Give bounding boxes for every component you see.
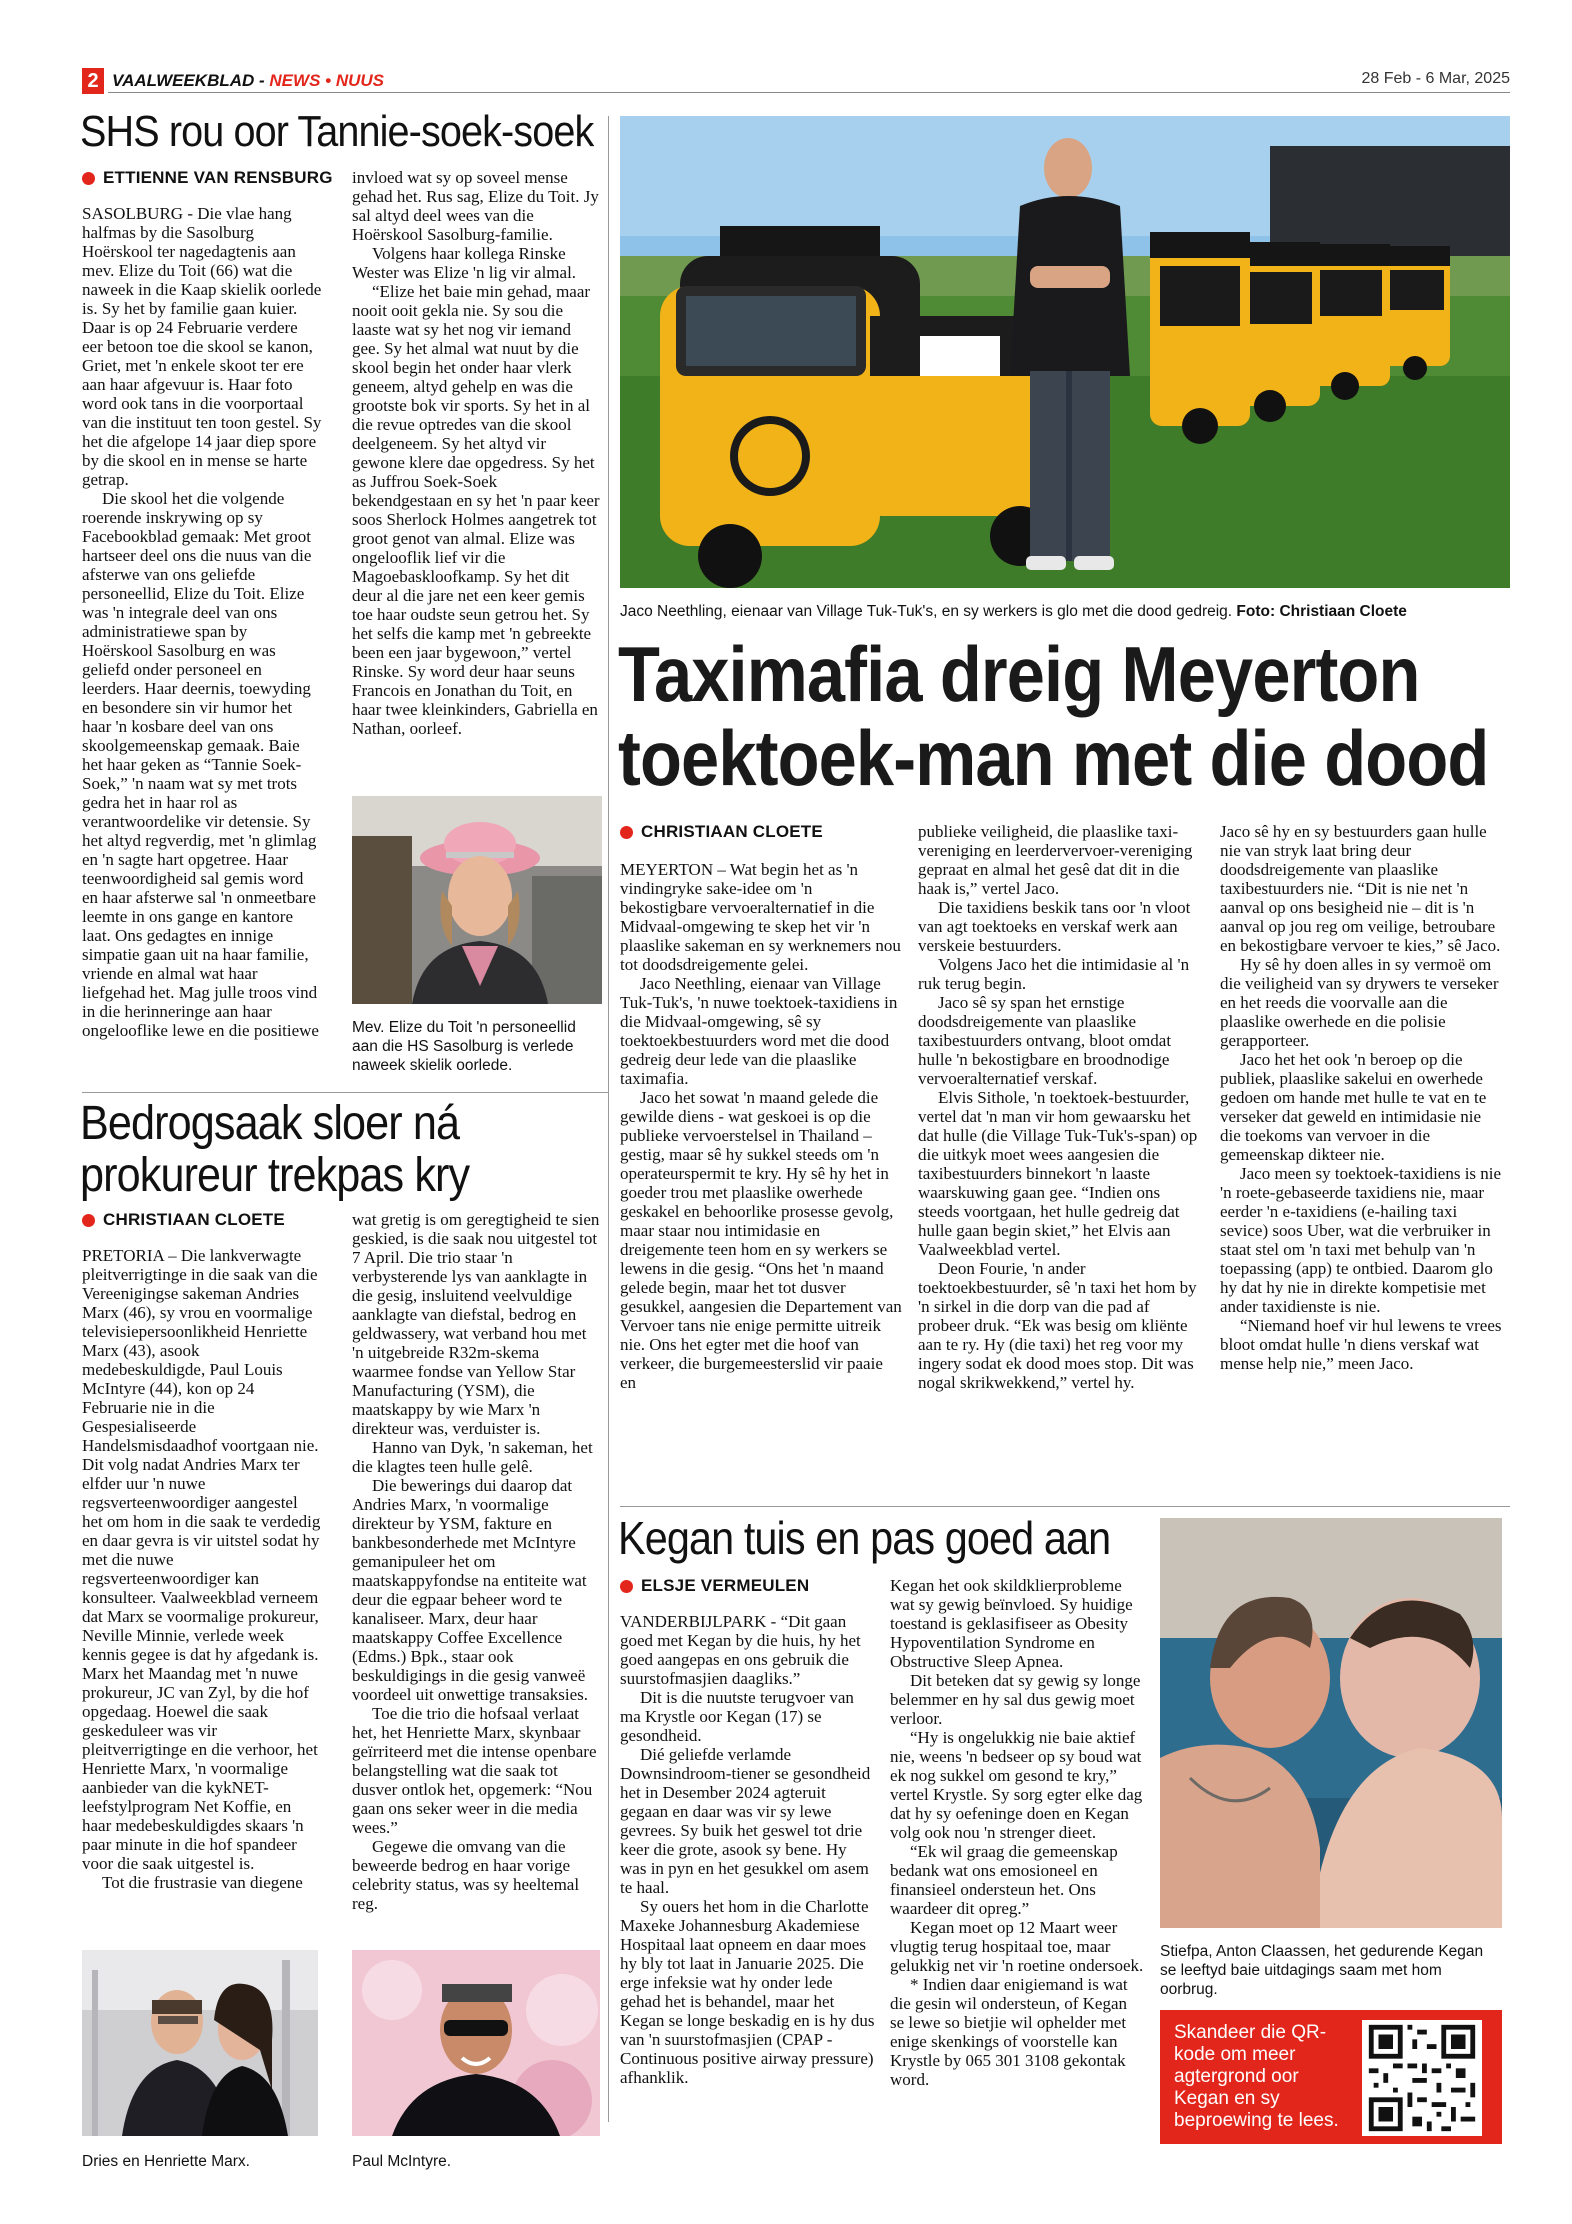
byline-name: CHRISTIAAN CLOETE [641, 822, 823, 841]
paragraph: Jaco het het ook 'n beroep op die publiek, plaaslike sakelui en owerhede gedoen om hande met hulle te vat en te verseker dat geweld en intimidasie nie die toekoms van vervoer in die gemeenskap dikteer nie. [1220, 1050, 1487, 1164]
byline-dot-icon [620, 826, 633, 839]
paragraph: Jaco Neethling, eienaar van Village Tuk-Tuk's, 'n nuwe toektoek-taxidiens in die Midvaal-omgewing, sê sy toektoekbestuurders word met die dood gedreig deur lede van die plaaslike taximafia. [620, 974, 898, 1088]
elize-photo-caption: Mev. Elize du Toit 'n personeellid aan die HS Sasolburg is verlede naweek skielik oorlede. [352, 1019, 576, 1074]
tuktuk-photo-caption [620, 602, 1510, 621]
masthead-separator: - [254, 71, 270, 90]
header-rule [108, 92, 1510, 93]
paragraph: * Indien daar enigiemand is wat die gesin wil ondersteun, of Kegan se lewe so bietjie wil ophelder met enige skenkings of voorstelle kan Krystle by 065 301 3108 gekontak word. [890, 1975, 1128, 2089]
byline-dot-icon [82, 172, 95, 185]
paragraph: Dié geliefde verlamde Downsindroom-tiener se gesondheid het in Desember 2024 agteruit gegaan en daar was vir sy lewe gevrees. Sy buik het geswel tot drie keer die grote, asook sy bene. Hy was in pyn en het gesukkel om asem te haal. [620, 1745, 871, 1897]
shs-column-1 [82, 204, 322, 1040]
column-divider [608, 116, 609, 2122]
fraud-headline-line-1: Bedrogsaak sloer ná [80, 1097, 460, 1150]
qr-promo-text: Skandeer die QR-kode om meer agtergrond oor Kegan en sy beproewing te lees. [1174, 2022, 1339, 2131]
elize-du-toit-photo [352, 796, 602, 1004]
paragraph: “Niemand hoef vir hul lewens te vrees bloot omdat hulle 'n diens verskaf wat mense help nie,” meen Jaco. [1220, 1316, 1502, 1373]
shs-byline [82, 168, 333, 188]
section-nuus: NUUS [335, 71, 384, 90]
kegan-column-2 [890, 1576, 1144, 2089]
photo-credit: Foto: Christiaan Cloete [1236, 603, 1407, 620]
kegan-byline [620, 1576, 809, 1596]
paragraph: invloed wat sy op soveel mense gehad het. Rus sag, Elize du Toit. Jy sal altyd deel wees van die Hoërskool Sasolburg-familie. [352, 168, 599, 244]
paragraph: Toe die trio die hofsaal verlaat het, het Henriette Marx, skynbaar geïrriteerd met die intense openbare belangstelling wat die saak tot dusver ontlok het, opgemerk: “Nou gaan ons seker weer in die media wees.” [352, 1704, 597, 1837]
paragraph: Hanno van Dyk, 'n sakeman, het die klagtes teen hulle gelê. [352, 1438, 593, 1476]
paragraph: Gegewe die omvang van die beweerde bedrog en haar vorige celebrity status, was sy heeltemal reg. [352, 1837, 580, 1913]
byline-dot-icon [82, 1214, 95, 1227]
paragraph: Tot die frustrasie van diegene [102, 1873, 303, 1892]
taxi-column-2 [918, 822, 1200, 1392]
qr-code-icon[interactable] [1362, 2020, 1482, 2136]
paragraph: Sy ouers het hom in die Charlotte Maxeke Johannesburg Akademiese Hospitaal laat opneem en daar moes hy bly tot laat in Januarie 2025. Die erge infeksie wat hy onder lede gehad het is behandel, maar het Kegan se longe beskadig en is hy dus van 'n suurstofmasjien (CPAP - Continuous positive airway pressure) afhanklik. [620, 1897, 875, 2087]
kegan-headline: Kegan tuis en pas goed aan [618, 1512, 1111, 1564]
byline-name: ELSJE VERMEULEN [641, 1576, 810, 1595]
page-number: 2 [82, 68, 104, 94]
section-divider [620, 1506, 1510, 1507]
shs-headline: SHS rou oor Tannie-soek-soek [80, 107, 594, 156]
publication-name: VAALWEEKBLAD [112, 71, 255, 90]
qr-promo-box[interactable] [1160, 2010, 1502, 2144]
paragraph: Kegan het ook skildklierprobleme wat sy gewig beïnvloed. Sy huidige toestand is geklasifiseer as Obesity Hypoventilation Syndrome en Obstructive Sleep Apnea. [890, 1576, 1133, 1671]
byline-name: ETTIENNE VAN RENSBURG [103, 168, 333, 187]
couple-image [82, 1950, 318, 2136]
paragraph: Jaco sê hy en sy bestuurders gaan hulle nie van stryk laat bring deur doodsdreigemente van plaaslike taxibestuurders nie. “Dit is nie net 'n aanval op ons besigheid nie – dit is 'n aanval op jou reg om veilige, betroubare en bekostigbare vervoer te kies,” sê Jaco. [1220, 822, 1501, 955]
fraud-headline-line-2: prokureur trekpas kry [80, 1149, 470, 1202]
kegan-column-1 [620, 1612, 876, 2087]
paragraph: MEYERTON – Wat begin het as 'n vindingryke sake-idee om 'n bekostigbare vervoeralternatief in die Midvaal-omgewing te skep het vir 'n plaaslike sakeman en sy werknemers nou tot doodsdreigemente gelei. [620, 860, 901, 974]
paragraph: Volgens Jaco het die intimidasie al 'n ruk terug begin. [918, 955, 1190, 993]
portrait-image [352, 796, 602, 1004]
paragraph: “Hy is ongelukkig nie baie aktief nie, weens 'n bedseer op sy boud wat ek nog sukkel om gesond te kry,” vertel Krystle. Sy sorg egter elke dag dat hy sy oefeninge doen en Kegan volg ook nou 'n strenger dieet. [890, 1728, 1143, 1842]
marx-couple-photo [82, 1950, 318, 2136]
portrait-image [352, 1950, 600, 2136]
fraud-byline [82, 1210, 285, 1230]
paragraph: “Ek wil graag die gemeenskap bedank wat ons emosioneel en finansieel ondersteun het. Ons waardeer dit opreg.” [890, 1842, 1118, 1918]
byline-dot-icon [620, 1580, 633, 1593]
paragraph: Deon Fourie, 'n ander toektoekbestuurder, sê 'n taxi het hom by 'n sirkel in die dorp van die pad af probeer druk. “Ek was besig om kliënte aan te ry. Hy (die taxi) het reg voor my ingery sodat ek dood moes stop. Dit was nogal skrikwekkend,” vertel hy. [918, 1259, 1197, 1392]
fraud-headline [80, 1098, 469, 1202]
tuktuk-photo [620, 116, 1510, 588]
paragraph: Jaco sê sy span het ernstige doodsdreigemente van plaaslike taxibestuurders ontvang, bloot omdat hulle 'n bekostigbare en broodnodige vervoeralternatief verskaf. [918, 993, 1172, 1088]
paragraph: Jaco het sowat 'n maand gelede die gewilde diens - wat geskoei is op die publieke vervoerstelsel in Thailand – gestig, maar sê hy sukkel steeds om 'n operateurspermit te kry. Hy sê hy het in goeder trou met plaaslike owerhede geskakel en behoorlike prosesse gevolg, maar staar nou intimidasie en dreigemente teen hom en sy werkers se lewens in die gesig. “Ons het 'n maand gelede begin, maar het tot dusver gesukkel, aangesien die Departement van Vervoer tans nie enige permitte uitreik nie. Ons het egter met die hoof van verkeer, die burgemeesterslid vir paaie en [620, 1088, 902, 1392]
paragraph: Die bewerings dui daarop dat Andries Marx, 'n voormalige direkteur by YSM, fakture en bankbesonderhede met McIntyre gemanipuleer het om maatskappyfondse na entiteite wat deur die egpaar beheer word te kanaliseer. Marx, deur haar maatskappy Coffee Excellence (Edms.) Bpk., staar ook beskuldigings in die gesig vanweë voordeel uit onwettige transaksies. [352, 1476, 589, 1704]
paragraph: SASOLBURG - Die vlae hang halfmas by die Sasolburg Hoërskool ter nagedagtenis aan mev. Elize du Toit (66) wat die naweek in die Kaap skielik oorlede is. Sy het by familie gaan kuier. Daar is op 24 Februarie verdere eer betoon toe die skool se kanon, Griet, met 'n enkele skoot ter ere aan haar afgevuur is. Haar foto word ook tans in die voorportaal van die instituut ten toon gestel. Sy het die afgelope 14 jaar diep spore by die skool en in mense se harte getrap. [82, 204, 322, 489]
page-header [82, 66, 1510, 96]
mcintyre-photo-caption: Paul McIntyre. [352, 2153, 452, 2170]
byline-name: CHRISTIAAN CLOETE [103, 1210, 285, 1229]
paragraph: VANDERBIJLPARK - “Dit gaan goed met Kegan by die huis, hy het goed aangepas en ons gebruik die suurstofmasjien daagliks.” [620, 1612, 861, 1688]
kegan-stepfather-image [1160, 1518, 1502, 1928]
kegan-photo [1160, 1518, 1502, 1928]
paragraph: wat gretig is om geregtigheid te sien geskied, is die saak nou uitgestel tot 7 April. Die trio staar 'n verbysterende lys van aanklagte in die gesig, insluitend veelvuldige aanklagte van diefstal, bedrog en geldwassery, wat verband hou met 'n uitgebreide R32m-skema waarmee fondse van Yellow Star Manufacturing (YSM), die maatskappy by wie Marx 'n direkteur was, verduister is. [352, 1210, 600, 1438]
section-divider [82, 1092, 608, 1093]
section-news: NEWS [269, 71, 321, 90]
paragraph: PRETORIA – Die lankverwagte pleitverrigtinge in die saak van die Vereenigingse sakeman Andries Marx (46), sy vrou en voormalige televisiepersoonlikheid Henriette Marx (43), asook medebeskuldigde, Paul Louis McIntyre (44), kon op 24 Februarie nie in die Gespesialiseerde Handelsmisdaadhof voortgaan nie. Dit volg nadat Andries Marx ter elfder uur 'n nuwe regsverteenwoordiger aangestel het om hom in die saak te verdedig en daar gevra is vir uitstel sodat hy met die nuwe regsverteenwoordiger kan konsulteer. Vaalweekblad verneem dat Marx se voormalige prokureur, Neville Minnie, verlede week kennis gegee is dat hy afgedank is. Marx het Maandag met 'n nuwe prokureur, JC van Zyl, by die hof opgedaag. Hoewel die saak geskeduleer was vir pleitverrigtinge en die verhoor, het Henriette Marx, 'n voormalige aanbieder van die kykNET-leefstylprogram Net Koffie, en haar medebeskuldigdes skaars 'n paar minute in die hof spandeer voor die saak uitgestel is. [82, 1246, 321, 1873]
masthead [112, 69, 384, 93]
fraud-column-1 [82, 1246, 322, 1892]
tuktuk-fleet-image [620, 116, 1510, 588]
qr-code-graphic [1362, 2020, 1482, 2136]
issue-date: 28 Feb - 6 Mar, 2025 [1361, 70, 1510, 87]
paragraph: “Elize het baie min gehad, maar nooit ooit gekla nie. Sy sou die laaste wat sy het nog vir iemand gee. Sy het almal wat nuut by die skool begin het onder haar vlerk geneem, altyd gehelp en was die grootste bok vir sports. Sy het in al die revue optredes van die skool deelgeneem. Sy het altyd vir gewone klere dae opgedress. Sy het as Juffrou Soek-Soek bekendgestaan en sy het 'n paar keer soos Sherlock Holmes aangetrek tot groot genot van almal. Elize was ongelooflik lief vir die Magoebaskloofkamp. Sy het dit deur al die jare net een keer gemis toe haar oudste seun getrou het. Sy het selfs die kamp met 'n gebreekte been een jaar bygewoon,” vertel Rinske. Sy word deur haar seuns Francois en Jonathan du Toit, en haar twee kleinkinders, Gabriella en Nathan, oorleef. [352, 282, 600, 738]
paragraph: Kegan moet op 12 Maart weer vlugtig terug hospitaal toe, maar gelukkig net vir 'n roetine ondersoek. [890, 1918, 1144, 1975]
paragraph: Dit beteken dat sy gewig sy longe belemmer en hy sal dus gewig moet verloor. [890, 1671, 1141, 1728]
masthead-separator: • [320, 71, 336, 90]
kegan-photo-caption: Stiefpa, Anton Claassen, het gedurende Kegan se leeftyd baie uitdagings saam met hom oorbrug. [1160, 1943, 1484, 1998]
taxi-column-1 [620, 860, 902, 1392]
paragraph: Hy sê hy doen alles in sy vermoë om die veiligheid van sy drywers te verseker en het reeds die voorvalle aan die plaaslike owerhede en die polisie gerapporteer. [1220, 955, 1499, 1050]
paragraph: publieke veiligheid, die plaaslike taxi-vereniging en leerdervervoer-vereniging gepraat en almal het gesê dat dit in die haak is,” vertel Jaco. [918, 822, 1193, 898]
paragraph: Jaco meen sy toektoek-taxidiens is nie 'n roete-gebaseerde taxidiens nie, maar eerder 'n e-taxidiens (e-hailing taxi sevice) soos Uber, wat die verbruiker in staat stel om 'n taxi met behulp van 'n toepassing (app) te ontbied. Daarom glo hy dat hy nie in direkte kompetisie met ander taxidienste is nie. [1220, 1164, 1502, 1316]
marx-photo-caption: Dries en Henriette Marx. [82, 2153, 250, 2170]
paragraph: Dit is die nuutste terugvoer van ma Krystle oor Kegan (17) se gesondheid. [620, 1688, 854, 1745]
paragraph: Elvis Sithole, 'n toektoek-bestuurder, vertel dat 'n man vir hom gewaarsku het dat hulle (die Village Tuk-Tuk's-span) op die uitkyk moet wees aangesien die taxibestuurders binnekort 'n laaste waarskuwing gaan gee. “Indien ons steeds voortgaan, het hulle gedreig dat hulle gaan begin skiet,” het Elvis aan Vaalweekblad vertel. [918, 1088, 1198, 1259]
paragraph: Volgens haar kollega Rinske Wester was Elize 'n lig vir almal. [352, 244, 577, 282]
fraud-column-2 [352, 1210, 600, 1913]
caption-text: Jaco Neethling, eienaar van Village Tuk-Tuk's, en sy werkers is glo met die dood gedreig. [620, 603, 1233, 620]
taxi-headline-line-1: Taximafia dreig Meyerton [618, 630, 1420, 718]
paragraph: Die skool het die volgende roerende inskrywing op sy Facebookblad gemaak: Met groot hartseer deel ons die nuus van die afsterwe van ons geliefde personeellid, Elize du Toit. Elize was 'n integrale deel van ons administratiewe span by Hoërskool Sasolburg en was geliefd onder personeel en leerders. Haar deernis, toewyding en besondere sin vir humor het haar 'n kosbare deel van ons skoolgemeenskap gemaak. Baie het haar geken as “Tannie Soek-Soek,” 'n naam wat sy met trots gedra het in haar rol as verantwoordelike vir detensie. Sy het altyd regverdig, met 'n glimlag en 'n sagte hart opgetree. Haar teenwoordigheid sal gemis word en haar afsterwe sal 'n onmeetbare leemte in ons gange en kantore laat. Ons gedagtes en innige simpatie gaan uit na haar familie, vriende en almal wat haar liefgehad het. Mag julle troos vind in die herinneringe aan haar ongelooflike lewe en die positiewe [82, 489, 319, 1040]
shs-column-2 [352, 168, 600, 738]
taxi-column-3 [1220, 822, 1506, 1373]
taxi-headline-line-2: toektoek-man met die dood [618, 714, 1489, 802]
taxi-headline [618, 632, 1488, 800]
paragraph: Die taxidiens beskik tans oor 'n vloot van agt toektoeks en verskaf werk aan verskeie bestuurders. [918, 898, 1191, 955]
mcintyre-photo [352, 1950, 600, 2136]
taxi-byline [620, 822, 823, 842]
